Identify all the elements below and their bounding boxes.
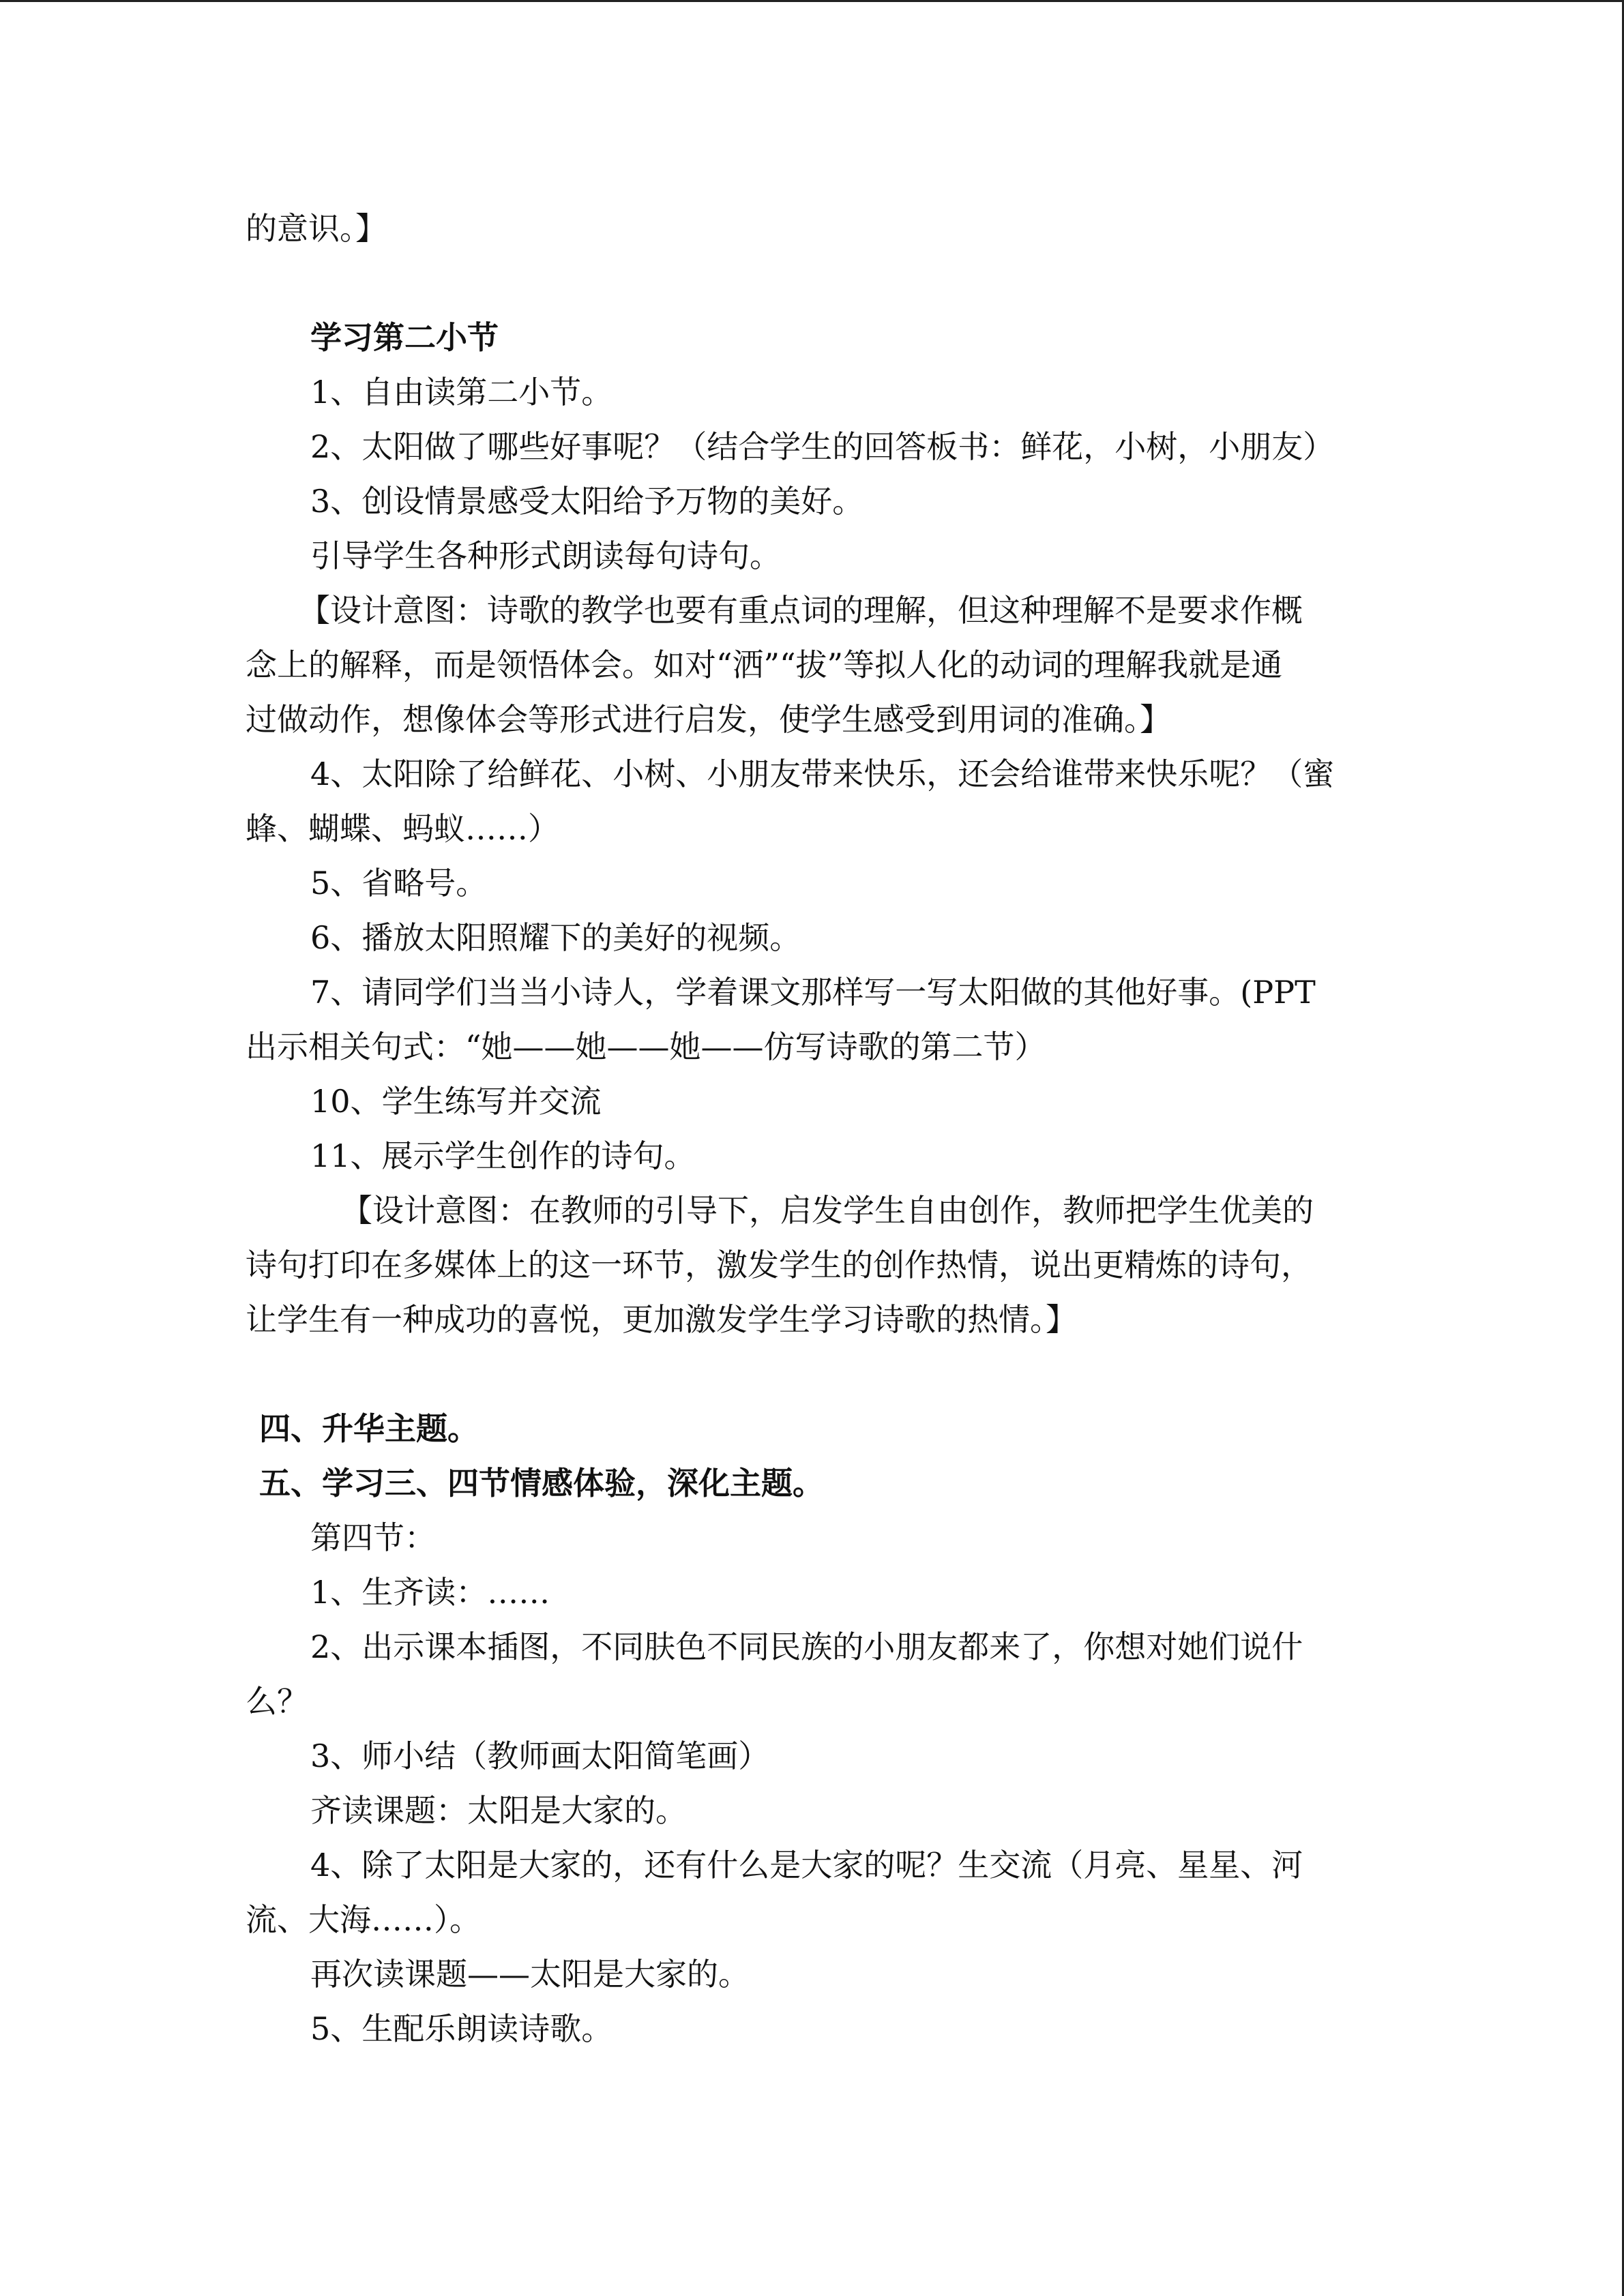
paragraph-line: 引导学生各种形式朗读每句诗句。 <box>310 537 781 574</box>
design-intent-note: 【设计意图：诗歌的教学也要有重点词的理解，但这种理解不是要求作概 <box>299 592 1303 629</box>
design-intent-note: 诗句打印在多媒体上的这一环节，激发学生的创作热情，说出更精炼的诗句， <box>246 1247 1312 1283</box>
list-item: 4、除了太阳是大家的，还有什么是大家的呢？生交流（月亮、星星、河 <box>310 1847 1303 1883</box>
section-heading: 四、升华主题。 <box>259 1410 479 1447</box>
list-item: 么？ <box>246 1683 308 1720</box>
list-item: 2、太阳做了哪些好事呢？（结合学生的回答板书：鲜花，小树，小朋友） <box>310 428 1335 465</box>
list-item: 出示相关句式：“她——她——她——仿写诗歌的第二节） <box>246 1028 1046 1065</box>
list-item: 7、请同学们当当小诗人，学着课文那样写一写太阳做的其他好事。(PPT <box>310 974 1316 1011</box>
paragraph-line: 再次读课题——太阳是大家的。 <box>310 1956 750 1993</box>
design-intent-note: 【设计意图：在教师的引导下，启发学生自由创作，教师把学生优美的 <box>341 1192 1314 1229</box>
list-item: 11、展示学生创作的诗句。 <box>310 1137 696 1174</box>
list-item: 5、省略号。 <box>310 865 488 901</box>
list-item: 3、师小结（教师画太阳简笔画） <box>310 1738 770 1774</box>
list-item: 6、播放太阳照耀下的美好的视频。 <box>310 919 801 956</box>
list-item: 2、出示课本插图，不同肤色不同民族的小朋友都来了，你想对她们说什 <box>310 1628 1303 1665</box>
list-item: 流、大海……）。 <box>246 1901 481 1938</box>
paragraph-line: 第四节： <box>310 1519 436 1556</box>
list-item: 4、太阳除了给鲜花、小树、小朋友带来快乐，还会给谁带来快乐呢？（蜜 <box>310 756 1335 792</box>
design-intent-note: 过做动作，想像体会等形式进行启发，使学生感受到用词的准确。】 <box>246 701 1171 738</box>
design-intent-note: 念上的解释，而是领悟体会。如对“洒”“拔”等拟人化的动词的理解我就是通 <box>246 646 1283 683</box>
list-item: 1、自由读第二小节。 <box>310 374 613 411</box>
design-intent-note: 让学生有一种成功的喜悦，更加激发学生学习诗歌的热情。】 <box>246 1301 1077 1338</box>
list-item: 5、生配乐朗读诗歌。 <box>310 2010 613 2047</box>
list-item: 蜂、蝴蝶、蚂蚁……） <box>246 810 559 847</box>
list-item: 10、学生练写并交流 <box>310 1083 602 1120</box>
paragraph-line: 齐读课题：太阳是大家的。 <box>310 1792 687 1829</box>
list-item: 3、创设情景感受太阳给予万物的美好。 <box>310 483 864 520</box>
section-heading: 学习第二小节 <box>310 319 499 356</box>
section-heading: 五、学习三、四节情感体验，深化主题。 <box>259 1465 824 1502</box>
list-item: 1、生齐读：…… <box>310 1574 550 1611</box>
paragraph-line: 的意识。】 <box>246 210 387 247</box>
